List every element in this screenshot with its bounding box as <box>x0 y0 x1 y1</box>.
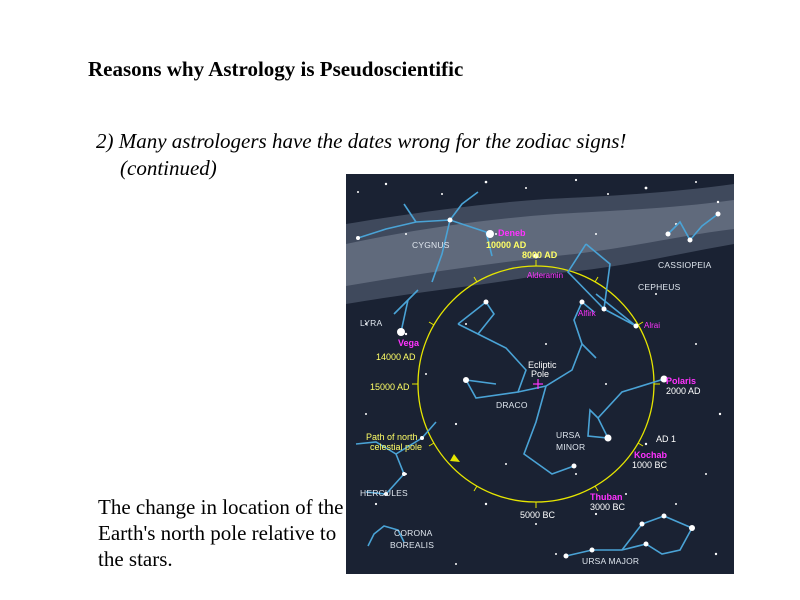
label-corona-1: CORONA <box>394 528 433 538</box>
date-deneb: 10000 AD <box>486 240 527 250</box>
ecliptic-label-1: Ecliptic <box>528 360 557 370</box>
date-polaris: 2000 AD <box>666 386 701 396</box>
path-label-2: celestial pole <box>370 442 423 452</box>
deneb-star-icon <box>486 230 494 238</box>
label-draco: DRACO <box>496 400 528 410</box>
star-label-kochab: Kochab <box>634 450 668 460</box>
date-ad1: AD 1 <box>656 434 677 444</box>
date-thuban: 3000 BC <box>590 502 626 512</box>
star-label-alderamin: Alderamin <box>527 271 564 280</box>
label-ursa-major: URSA MAJOR <box>582 556 640 566</box>
label-corona-2: BOREALIS <box>390 540 435 550</box>
star-chart-svg <box>346 174 734 574</box>
image-caption: The change in location of the Earth's north pole relative to the stars. <box>98 495 344 571</box>
date-15000: 15000 AD <box>370 382 410 392</box>
label-ursa-minor-2: MINOR <box>556 442 586 452</box>
star-label-deneb: Deneb <box>498 228 526 238</box>
label-hercules: HERCULES <box>360 488 408 498</box>
label-lyra: LYRA <box>360 318 383 328</box>
date-alderamin: 8000 AD <box>522 250 558 260</box>
date-5000bc: 5000 BC <box>520 510 556 520</box>
date-kochab: 1000 BC <box>632 460 668 470</box>
path-label-1: Path of north <box>366 432 418 442</box>
slide-title: Reasons why Astrology is Pseudoscientific <box>88 57 464 81</box>
subtitle-line-1: 2) Many astrologers have the dates wrong for the zodiac signs! <box>96 129 627 153</box>
star-label-alfirk: Alfirk <box>578 309 596 318</box>
vega-star-icon <box>397 328 405 336</box>
precession-star-chart <box>346 174 734 574</box>
star-label-alrai: Alrai <box>644 321 661 330</box>
ecliptic-label-2: Pole <box>531 369 550 379</box>
subtitle-line-2: (continued) <box>120 156 217 180</box>
label-cassiopeia: CASSIOPEIA <box>658 260 712 270</box>
kochab-star-icon <box>605 435 612 442</box>
label-cygnus: CYGNUS <box>412 240 450 250</box>
label-ursa-minor-1: URSA <box>556 430 581 440</box>
star-label-thuban: Thuban <box>590 492 623 502</box>
star-label-vega: Vega <box>398 338 420 348</box>
date-vega: 14000 AD <box>376 352 416 362</box>
star-label-polaris: Polaris <box>666 376 697 386</box>
label-cepheus: CEPHEUS <box>638 282 681 292</box>
